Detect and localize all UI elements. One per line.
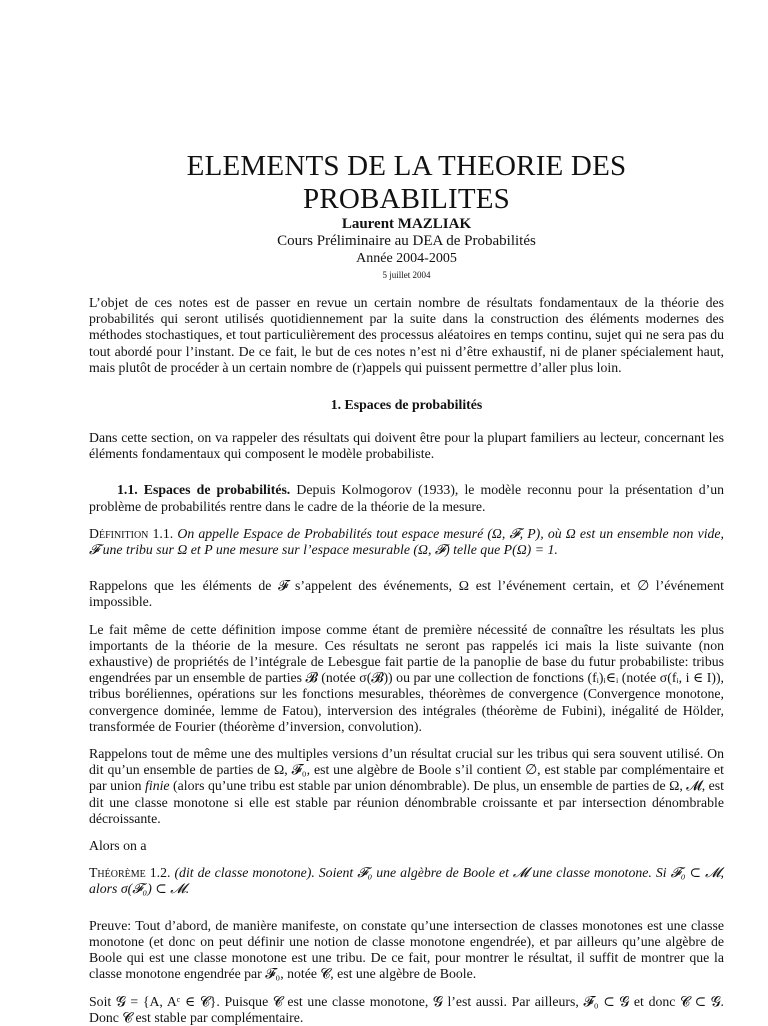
paragraph-events: Rappelons que les éléments de 𝓕 s’appelent des événements, Ω est l’événement certain, et ∅ l’événement impossible.	[89, 578, 724, 610]
section-intro: Dans cette section, on va rappeler des résultats qui doivent être pour la plupart familiers au lecteur, concernant les éléments fondamentaux qui composent le modèle probabiliste.	[89, 430, 724, 462]
paragraph-alors: Alors on a	[89, 838, 147, 854]
finie-emphasis: finie	[145, 778, 170, 794]
proof-paragraph: Preuve: Tout d’abord, de manière manifeste, on constate qu’une intersection de classes monotones est une classe monotone (et donc on peut définir une notion de classe monotone engendrée), et par ailleurs qu’une algèbre de Boole qui est une classe monotone est une tribu. De ce fait, pour montrer le résultat, il suffit de montrer que la classe monotone engendrée par 𝓕₀, notée 𝓒, est une algèbre de Boole.	[89, 917, 724, 982]
boole-text-a: Rappelons tout de même une des multiples versions d’un résultat crucial sur les tribus qui sera souvent utilisé. On dit qu’un ensemble de parties de Ω, 𝓕₀, est une algèbre de Boole s’il contient ∅, est stable par complémentaire et par union	[89, 746, 724, 794]
section-title: 1. Espaces de probabilités	[330, 397, 483, 413]
title-block	[89, 0, 724, 283]
theorem-text: (dit de classe monotone). Soient 𝓕₀ une algèbre de Boole et 𝓜 une classe monotone. Si 𝓕₀ ⊂ 𝓜, alors σ(𝓕₀) ⊂ 𝓜.	[89, 865, 724, 897]
document-date: 5 juillet 2004	[382, 270, 431, 280]
proof-paragraph-2: Soit 𝓖 = {A, Aᶜ ∈ 𝓒}. Puisque 𝓒 est une classe monotone, 𝓖 l’est aussi. Par ailleurs, 𝓕₀ ⊂ 𝓖 et donc 𝓒 ⊂ 𝓖. Donc 𝓒 est stable par complémentaire.	[89, 993, 724, 1025]
subsection-paragraph	[89, 482, 724, 514]
document-title: ELEMENTS DE LA THEORIE DES PROBABILITES	[186, 150, 627, 215]
definition	[89, 526, 724, 558]
theorem-label: Théorème 1.2.	[89, 865, 171, 881]
academic-year: Année 2004-2005	[356, 251, 457, 266]
course-name: Cours Préliminaire au DEA de Probabilités	[277, 233, 536, 249]
definition-label: Définition 1.1.	[89, 525, 174, 541]
theorem	[89, 865, 724, 897]
subsection-title: 1.1. Espaces de probabilités.	[117, 482, 291, 498]
abstract-paragraph: L’objet de ces notes est de passer en revue un certain nombre de résultats fondamentaux de la théorie des probabilités qui seront utilisés quotidiennement par la suite dans la construction des éléments modernes des méthodes stochastiques, et tout particulièrement des processus aléatoires en temps continu, sujet qui ne sera pas du tout abordé pour l’instant. De ce fait, le but de ces notes n’est ni d’être exhaustif, ni de planer spécialement haut, mais plutôt de procéder à un certain nombre de (r)appels qui puissent permettre d’aller plus loin.	[89, 295, 724, 375]
subsection-text: Depuis Kolmogorov (1933), le modèle reconnu pour la présentation d’un problème de probabilités rentre dans le cadre de la théorie de la mesure.	[89, 482, 724, 514]
author-name: Laurent MAZLIAK	[341, 216, 472, 232]
paragraph-boole-algebra	[89, 746, 724, 827]
paragraph-measure-theory: Le fait même de cette définition impose comme étant de première nécessité de connaître les résultats les plus importants de la théorie de la mesure. Ces résultats ne seront pas rappelés ici mais la liste suivante (non exhaustive) de propriétés de l’intégrale de Lebesgue fait partie de la panoplie de base du futur probabiliste: tribus engendrées par un ensemble de parties 𝓑 (notée σ(𝓑)) ou par une collection de fonctions (fᵢ)ᵢ∈ᵢ (notée σ(fᵢ, i ∈ I)), tribus boréliennes, opérations sur les fonctions mesurables, théorèmes de convergence (Convergence monotone, convergence dominée, lemme de Fatou), interversion des intégrales (théorème de Fubini), inégalité de Hölder, transformée de Fourier (théorème d’inversion, convolution).	[89, 621, 724, 734]
definition-text: On appelle Espace de Probabilités tout espace mesuré (Ω, 𝓕, P), où Ω est un ensemble non vide, 𝓕 une tribu sur Ω et P une mesure sur l’espace mesurable (Ω, 𝓕) telle que P(Ω) = 1.	[89, 525, 725, 558]
boole-text-b: (alors qu’une tribu est stable par union dénombrable). De plus, un ensemble de parties de Ω, 𝓜, est dit une classe monotone si elle est stable par réunion dénombrable croissante et par intersection dénombrable décroissante.	[89, 778, 724, 826]
